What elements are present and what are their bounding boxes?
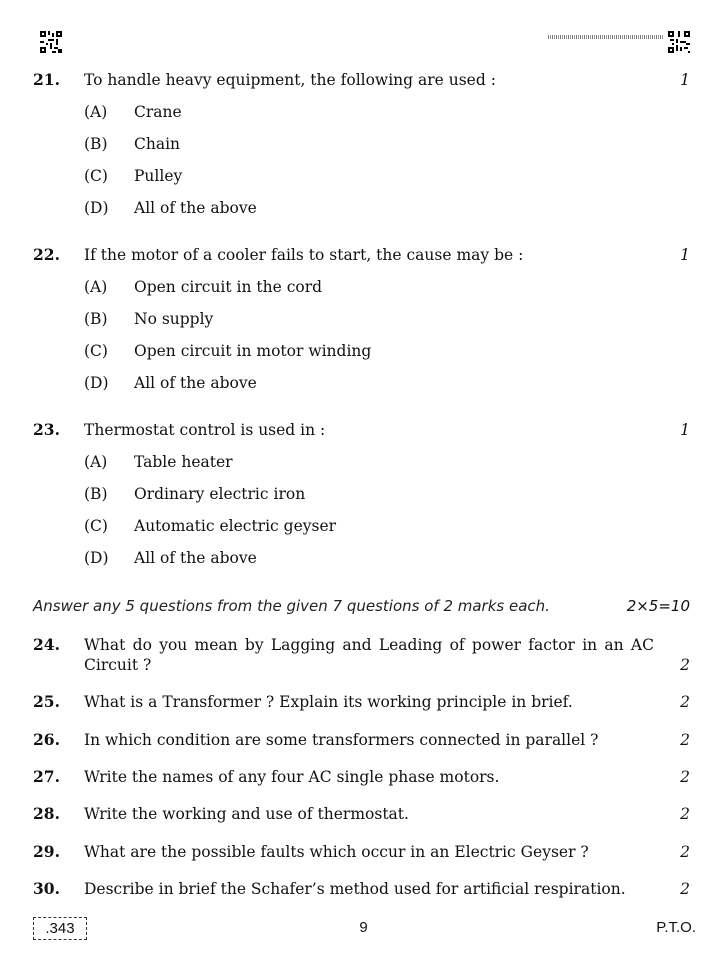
question-number: 23. bbox=[33, 420, 60, 439]
question-text-line1: What do you mean by Lagging and Leading of power factor in an AC bbox=[84, 636, 654, 654]
qr-code-left-icon bbox=[40, 31, 62, 53]
question-marks: 2 bbox=[680, 656, 690, 674]
question-text: Write the working and use of thermostat. bbox=[84, 805, 409, 823]
question-number: 22. bbox=[33, 245, 60, 264]
question-marks: 2 bbox=[680, 731, 690, 749]
question-text: Write the names of any four AC single phase motors. bbox=[84, 768, 500, 786]
question-marks: 2 bbox=[680, 843, 690, 861]
question-text: To handle heavy equipment, the following are used : bbox=[84, 71, 496, 89]
option-text: Open circuit in motor winding bbox=[134, 342, 372, 360]
option-text: Table heater bbox=[134, 453, 233, 471]
question-text: If the motor of a cooler fails to start, the cause may be : bbox=[84, 246, 524, 264]
paper-code-box: .343 bbox=[33, 917, 87, 940]
option-text: Crane bbox=[134, 103, 182, 121]
option-letter: (B) bbox=[84, 135, 108, 153]
option-letter: (A) bbox=[84, 103, 108, 121]
option-letter: (A) bbox=[84, 278, 108, 296]
option-letter: (C) bbox=[84, 342, 108, 360]
option-letter: (B) bbox=[84, 310, 108, 328]
option-letter: (D) bbox=[84, 199, 109, 217]
question-marks: 1 bbox=[680, 71, 690, 89]
question-number: 21. bbox=[33, 70, 60, 89]
question-number: 30. bbox=[33, 879, 60, 898]
question-marks: 2 bbox=[680, 693, 690, 711]
question-marks: 2 bbox=[680, 768, 690, 786]
question-number: 29. bbox=[33, 842, 60, 861]
question-marks: 1 bbox=[680, 246, 690, 264]
question-text: What are the possible faults which occur in an Electric Geyser ? bbox=[84, 843, 589, 861]
barcode-strip bbox=[548, 35, 664, 39]
qr-code-right-icon bbox=[668, 31, 690, 53]
section-marks: 2×5=10 bbox=[626, 597, 690, 615]
question-text: Describe in brief the Schafer’s method used for artificial respiration. bbox=[84, 880, 626, 898]
question-marks: 2 bbox=[680, 805, 690, 823]
option-text: Automatic electric geyser bbox=[134, 517, 337, 535]
question-number: 26. bbox=[33, 730, 60, 749]
option-text: Ordinary electric iron bbox=[134, 485, 306, 503]
question-text-line2: Circuit ? bbox=[84, 656, 152, 674]
option-letter: (D) bbox=[84, 549, 109, 567]
question-number: 27. bbox=[33, 767, 60, 786]
option-letter: (C) bbox=[84, 167, 108, 185]
question-text: In which condition are some transformers connected in parallel ? bbox=[84, 731, 599, 749]
option-letter: (B) bbox=[84, 485, 108, 503]
question-marks: 1 bbox=[680, 421, 690, 439]
option-letter: (D) bbox=[84, 374, 109, 392]
option-text: All of the above bbox=[134, 199, 257, 217]
option-text: No supply bbox=[134, 310, 214, 328]
option-text: All of the above bbox=[134, 374, 257, 392]
question-number: 25. bbox=[33, 692, 60, 711]
option-text: Chain bbox=[134, 135, 181, 153]
option-text: Pulley bbox=[134, 167, 183, 185]
question-text: Thermostat control is used in : bbox=[84, 421, 326, 439]
question-number: 28. bbox=[33, 804, 60, 823]
question-number: 24. bbox=[33, 635, 60, 654]
option-letter: (C) bbox=[84, 517, 108, 535]
pto-label: P.T.O. bbox=[656, 919, 696, 936]
page-number: 9 bbox=[359, 919, 368, 936]
question-text: What is a Transformer ? Explain its working principle in brief. bbox=[84, 693, 573, 711]
option-text: Open circuit in the cord bbox=[134, 278, 323, 296]
question-marks: 2 bbox=[680, 880, 690, 898]
option-text: All of the above bbox=[134, 549, 257, 567]
option-letter: (A) bbox=[84, 453, 108, 471]
section-instruction: Answer any 5 questions from the given 7 questions of 2 marks each. bbox=[33, 597, 550, 615]
